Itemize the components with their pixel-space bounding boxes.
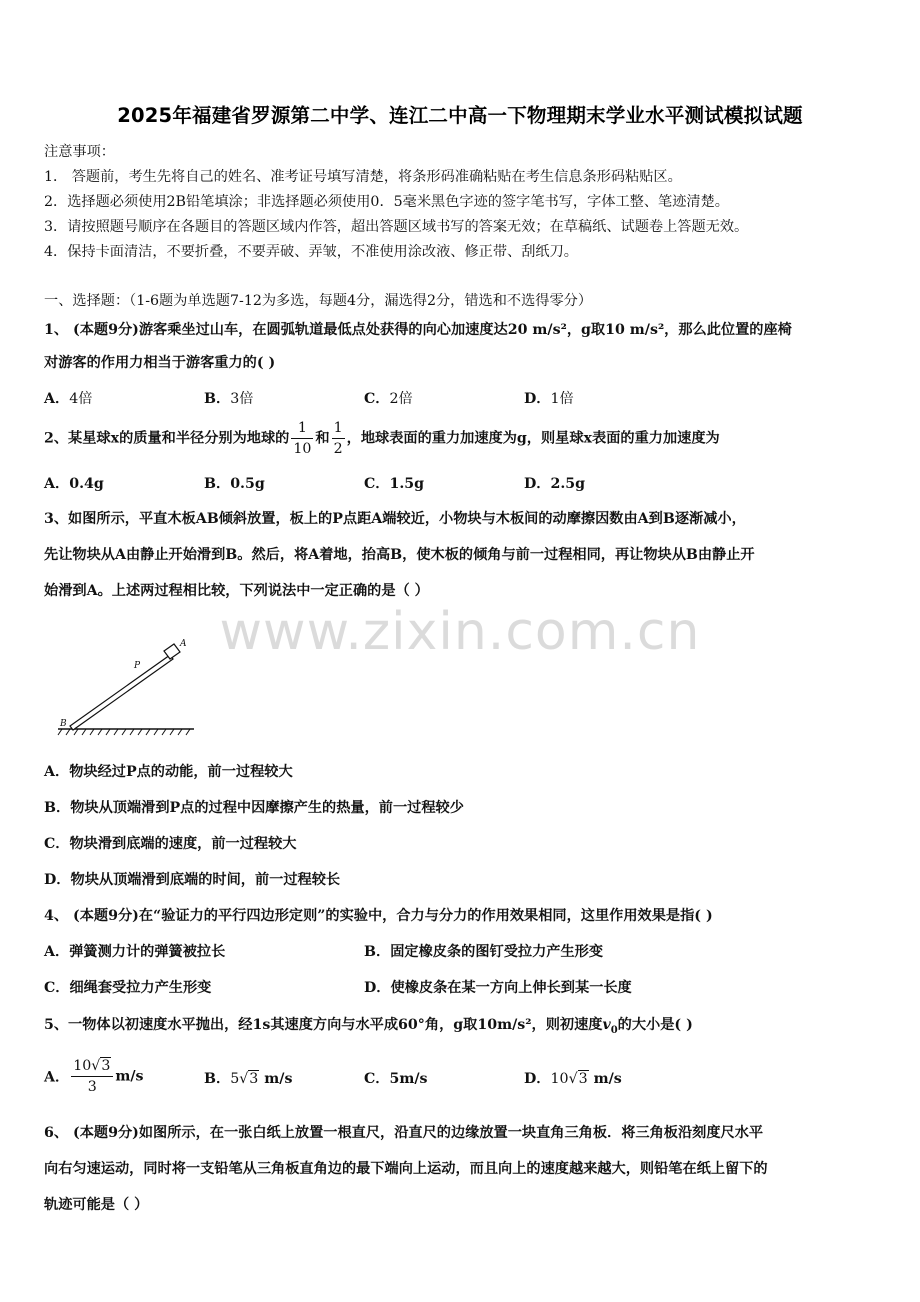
watermark: www.zixin.com.cn (219, 602, 701, 662)
inclined-board (70, 655, 173, 730)
q2-option-a: A．0.4g (44, 476, 104, 492)
q3-option-c: C．物块滑到底端的速度，前一过程较大 (44, 836, 297, 852)
q2-option-c: C．1.5g (364, 476, 425, 492)
question-1-text: 1、 (本题9分)游客乘坐过山车，在圆弧轨道最低点处获得的向心加速度达20 m/s²，g取10 m/s²，那么此位置的座椅 (44, 322, 792, 338)
q3-option-d: D．物块从顶端滑到底端的时间，前一过程较长 (44, 872, 341, 888)
inclined-board-diagram (56, 633, 196, 739)
question-6-text: 轨迹可能是（ ） (44, 1197, 149, 1213)
question-3-text: 3、如图所示，平直木板AB倾斜放置，板上的P点距A端较近，小物块与木板间的动摩擦因数由A到B逐渐减小， (44, 511, 746, 527)
question-5-text: 5、一物体以初速度水平抛出，经1s其速度方向与水平成60°角，g取10m/s²，则初速度$v_0$的大小是( ) (44, 1017, 693, 1036)
q3-option-b: B．物块从顶端滑到P点的过程中因摩擦产生的热量，前一过程较少 (44, 800, 464, 816)
question-6-text: 6、 (本题9分)如图所示，在一张白纸上放置一根直尺，沿直尺的边缘放置一块直角三角板．将三角板沿刻度尺水平 (44, 1125, 764, 1141)
notice-item: 1． 答题前，考生先将自己的姓名、准考证号填写清楚，将条形码准确粘贴在考生信息条形码粘贴区。 (44, 169, 682, 185)
notice-item: 2．选择题必须使用2B铅笔填涂；非选择题必须使用0．5毫米黑色字迹的签字笔书写，字体工整、笔迹清楚。 (44, 194, 729, 210)
question-1-text: 对游客的作用力相当于游客重力的( ) (44, 355, 276, 371)
fraction-one-half: $\frac{1}{2}$ (333, 420, 343, 457)
q3-option-a: A．物块经过P点的动能，前一过程较大 (44, 764, 293, 780)
fraction-one-tenth: $\frac{1}{10}$ (293, 420, 312, 457)
q1-option-c: C．2倍 (364, 391, 413, 407)
q1-option-a: A．4倍 (44, 391, 93, 407)
question-2-text: 2、某星球x的质量和半径分别为地球的 $\frac{1}{10}$ 和 $\frac{1}{2}$ ，地球表面的重力加速度为g，则星球x表面的重力加速度为 (44, 420, 720, 457)
q1-option-b: B．3倍 (204, 391, 254, 407)
label-p: P (134, 661, 141, 671)
question-3-text: 始滑到A。上述两过程相比较，下列说法中一定正确的是（ ） (44, 583, 429, 599)
q5-option-c: C．5m/s (364, 1071, 428, 1087)
page-title: 2025年福建省罗源第二中学、连江二中高一下物理期末学业水平测试模拟试题 (117, 104, 803, 127)
sliding-block (164, 644, 180, 659)
notice-item: 3．请按照题号顺序在各题目的答题区域内作答，超出答题区域书写的答案无效；在草稿纸、试题卷上答题无效。 (44, 219, 749, 235)
question-3-text: 先让物块从A由静止开始滑到B。然后，将A着地，抬高B，使木板的倾角与前一过程相同，再让物块从B由静止开 (44, 547, 755, 563)
q5-option-d: D．10√3 m/s (524, 1071, 622, 1087)
section-heading: 一、选择题：（1-6题为单选题7-12为多选，每题4分，漏选得2分，错选和不选得零分） (44, 293, 593, 309)
q4-option-b: B．固定橡皮条的图钉受拉力产生形变 (364, 944, 604, 960)
q5-option-a: A． $\frac{10√3}{3}$ m/s (44, 1058, 144, 1095)
notice-item: 4．保持卡面清洁，不要折叠，不要弄破、弄皱，不准使用涂改液、修正带、刮纸刀。 (44, 244, 578, 260)
notice-heading: 注意事项： (44, 144, 115, 160)
q2-option-b: B．0.5g (204, 476, 265, 492)
q4-option-d: D．使橡皮条在某一方向上伸长到某一长度 (364, 980, 632, 996)
question-4-text: 4、 (本题9分)在“验证力的平行四边形定则”的实验中，合力与分力的作用效果相同，这里作用效果是指( ) (44, 908, 713, 924)
label-a: A (180, 639, 187, 649)
q4-option-a: A．弹簧测力计的弹簧被拉长 (44, 944, 226, 960)
question-6-text: 向右匀速运动，同时将一支铅笔从三角板直角边的最下端向上运动，而且向上的速度越来越大，则铅笔在纸上留下的 (44, 1161, 768, 1177)
ground-hatching (58, 729, 190, 735)
q4-option-c: C．细绳套受拉力产生形变 (44, 980, 212, 996)
q2-option-d: D．2.5g (524, 476, 586, 492)
label-b: B (60, 719, 67, 729)
q5-option-b: B．5√3 m/s (204, 1071, 293, 1087)
q1-option-d: D．1倍 (524, 391, 574, 407)
